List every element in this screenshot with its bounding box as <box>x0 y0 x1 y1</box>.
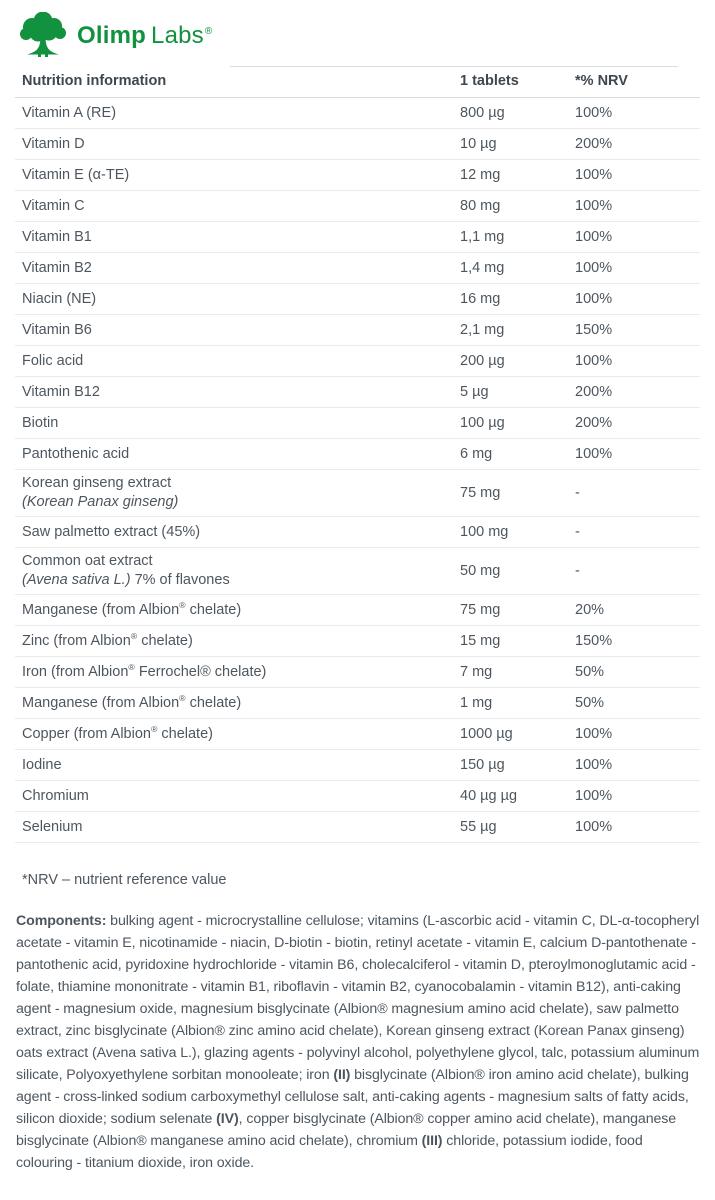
nutrient-amount: 200 µg <box>460 352 505 369</box>
table-row <box>15 408 700 439</box>
table-row <box>15 812 700 843</box>
nutrient-name: Iron (from Albion® Ferrochel® chelate) <box>22 661 267 680</box>
header-nrv: *% NRV <box>575 73 628 89</box>
table-row <box>15 191 700 222</box>
nutrient-name: Vitamin E (α-TE) <box>22 166 130 183</box>
nutrient-name: Vitamin D <box>22 135 85 152</box>
brand-text <box>77 22 212 50</box>
nutrient-amount: 800 µg <box>460 104 505 121</box>
nutrient-amount: 1 mg <box>460 694 493 711</box>
nutrient-name: Folic acid <box>22 352 84 369</box>
table-row <box>15 750 700 781</box>
brand-labs: Labs <box>151 21 204 49</box>
nutrient-name: Vitamin B2 <box>22 259 92 276</box>
table-top-divider <box>230 66 678 67</box>
nutrient-nrv: 100% <box>575 787 613 804</box>
nutrient-name: Chromium <box>22 787 89 804</box>
table-row <box>15 781 700 812</box>
table-row <box>15 657 700 688</box>
nutrient-amount: 7 mg <box>460 663 493 680</box>
nutrient-nrv: 150% <box>575 321 613 338</box>
nutrient-name: Vitamin A (RE) <box>22 104 117 121</box>
nutrient-amount: 75 mg <box>460 484 501 501</box>
tree-icon <box>18 12 68 59</box>
nutrition-table <box>15 66 700 843</box>
nutrient-amount: 100 mg <box>460 523 509 540</box>
nutrient-nrv: 100% <box>575 352 613 369</box>
registered-mark: ® <box>204 25 213 37</box>
nutrient-name: Copper (from Albion® chelate) <box>22 723 213 742</box>
table-row <box>15 253 700 284</box>
nutrient-name: Saw palmetto extract (45%) <box>22 523 201 540</box>
nutrient-amount: 75 mg <box>460 601 501 618</box>
nutrient-name: Vitamin B12 <box>22 383 100 400</box>
table-row <box>15 315 700 346</box>
nutrient-nrv: 100% <box>575 228 613 245</box>
nutrient-amount: 150 µg <box>460 756 505 773</box>
nutrient-nrv: 200% <box>575 414 613 431</box>
table-row <box>15 346 700 377</box>
nutrient-name: Korean ginseng extract (Korean Panax ginseng) <box>22 475 179 510</box>
nutrient-amount: 40 µg µg <box>460 787 518 804</box>
nutrient-name: Vitamin B1 <box>22 228 92 245</box>
nutrient-name: Niacin (NE) <box>22 290 97 307</box>
nutrient-amount: 1,1 mg <box>460 228 505 245</box>
nutrient-amount: 1000 µg <box>460 725 513 742</box>
nutrient-nrv: 100% <box>575 197 613 214</box>
nutrient-amount: 5 µg <box>460 383 489 400</box>
nutrient-name: Biotin <box>22 414 59 431</box>
nutrient-nrv: 100% <box>575 445 613 462</box>
nutrient-nrv: 200% <box>575 383 613 400</box>
nutrient-amount: 12 mg <box>460 166 501 183</box>
nutrient-amount: 55 µg <box>460 818 497 835</box>
table-row <box>15 595 700 626</box>
table-row <box>15 439 700 470</box>
table-row <box>15 719 700 750</box>
nutrient-nrv: 100% <box>575 259 613 276</box>
table-row <box>15 626 700 657</box>
logo <box>18 12 212 59</box>
table-row <box>15 548 700 595</box>
nutrient-amount: 80 mg <box>460 197 501 214</box>
components-paragraph: Components: bulking agent - microcrystalline cellulose; vitamins (L-ascorbic acid - vitamin C, DL-α-tocopheryl acetate - vitamin E, nicotinamide - niacin, D-biotin - biotin, retinyl acetate - vitamin E, calcium D-pantothenate - pantothenic acid, pyridoxine hydrochloride - vitamin B6, cholecalciferol - vitamin D, pteroylmonoglutamic acid - folate, thiamine mononitrate - vitamin B1, riboflavin - vitamin B2, cyanocobalamin - vitamin B12), anti-caking agent - magnesium oxide, magnesium bisglycinate (Albion® magnesium amino acid chelate), saw palmetto extract, zinc bisglycinate (Albion® zinc amino acid chelate), Korean ginseng extract (Korean Panax ginseng) oats extract (Avena sativa L.), glazing agents - polyvinyl alcohol, polyethylene glycol, talc, potassium aluminum silicate, Polyoxyethylene sorbitan monooleate; iron (II) bisglycinate (Albion® iron amino acid chelate), bulking agent - cross-linked sodium carboxymethyl cellulose salt, anti-caking agents - magnesium salts of fatty acids, silicon dioxide; sodium selenate (IV), copper bisglycinate (Albion® copper amino acid chelate), manganese bisglycinate (Albion® manganese amino acid chelate), chromium (III) chloride, potassium iodide, food colouring - titanium dioxide, iron oxide. <box>16 913 700 1171</box>
brand-olimp: Olimp <box>77 21 147 49</box>
nutrient-nrv: 150% <box>575 632 613 649</box>
table-row <box>15 222 700 253</box>
nutrient-name: Selenium <box>22 818 83 835</box>
table-row <box>15 160 700 191</box>
nutrient-nrv: 100% <box>575 818 613 835</box>
nutrient-name: Zinc (from Albion® chelate) <box>22 630 193 649</box>
nutrient-amount: 1,4 mg <box>460 259 505 276</box>
header-nutrition-information: Nutrition information <box>22 73 167 89</box>
table-row <box>15 377 700 408</box>
header-serving-size: 1 tablets <box>460 73 519 89</box>
nutrient-amount: 16 mg <box>460 290 501 307</box>
nutrient-nrv: 100% <box>575 290 613 307</box>
nutrient-amount: 6 mg <box>460 445 493 462</box>
nutrient-name: Manganese (from Albion® chelate) <box>22 599 242 618</box>
nutrient-amount: 100 µg <box>460 414 505 431</box>
nutrient-nrv: 200% <box>575 135 613 152</box>
nutrient-nrv: 50% <box>575 694 605 711</box>
table-header <box>15 66 700 98</box>
nutrient-amount: 10 µg <box>460 135 497 152</box>
nutrient-nrv: - <box>575 484 580 501</box>
nutrient-nrv: - <box>575 523 580 540</box>
nutrient-nrv: - <box>575 562 580 579</box>
nutrient-name: Iodine <box>22 756 62 773</box>
table-row <box>15 688 700 719</box>
nutrient-name: Manganese (from Albion® chelate) <box>22 692 242 711</box>
nutrient-nrv: 100% <box>575 104 613 121</box>
table-row <box>15 98 700 129</box>
table-row <box>15 517 700 548</box>
nutrient-amount: 15 mg <box>460 632 501 649</box>
nutrient-amount: 2,1 mg <box>460 321 505 338</box>
nutrient-name: Vitamin C <box>22 197 85 214</box>
table-row <box>15 129 700 160</box>
nutrient-amount: 50 mg <box>460 562 501 579</box>
nutrient-name: Common oat extract (Avena sativa L.) 7% of flavones <box>22 553 230 588</box>
nrv-footnote: *NRV – nutrient reference value <box>22 872 227 888</box>
nutrient-nrv: 100% <box>575 166 613 183</box>
nutrient-name: Pantothenic acid <box>22 445 130 462</box>
nutrient-nrv: 50% <box>575 663 605 680</box>
nutrient-nrv: 20% <box>575 601 605 618</box>
table-body <box>15 98 700 843</box>
table-row <box>15 470 700 517</box>
nutrient-name: Vitamin B6 <box>22 321 92 338</box>
nutrient-nrv: 100% <box>575 756 613 773</box>
table-row <box>15 284 700 315</box>
nutrient-nrv: 100% <box>575 725 613 742</box>
